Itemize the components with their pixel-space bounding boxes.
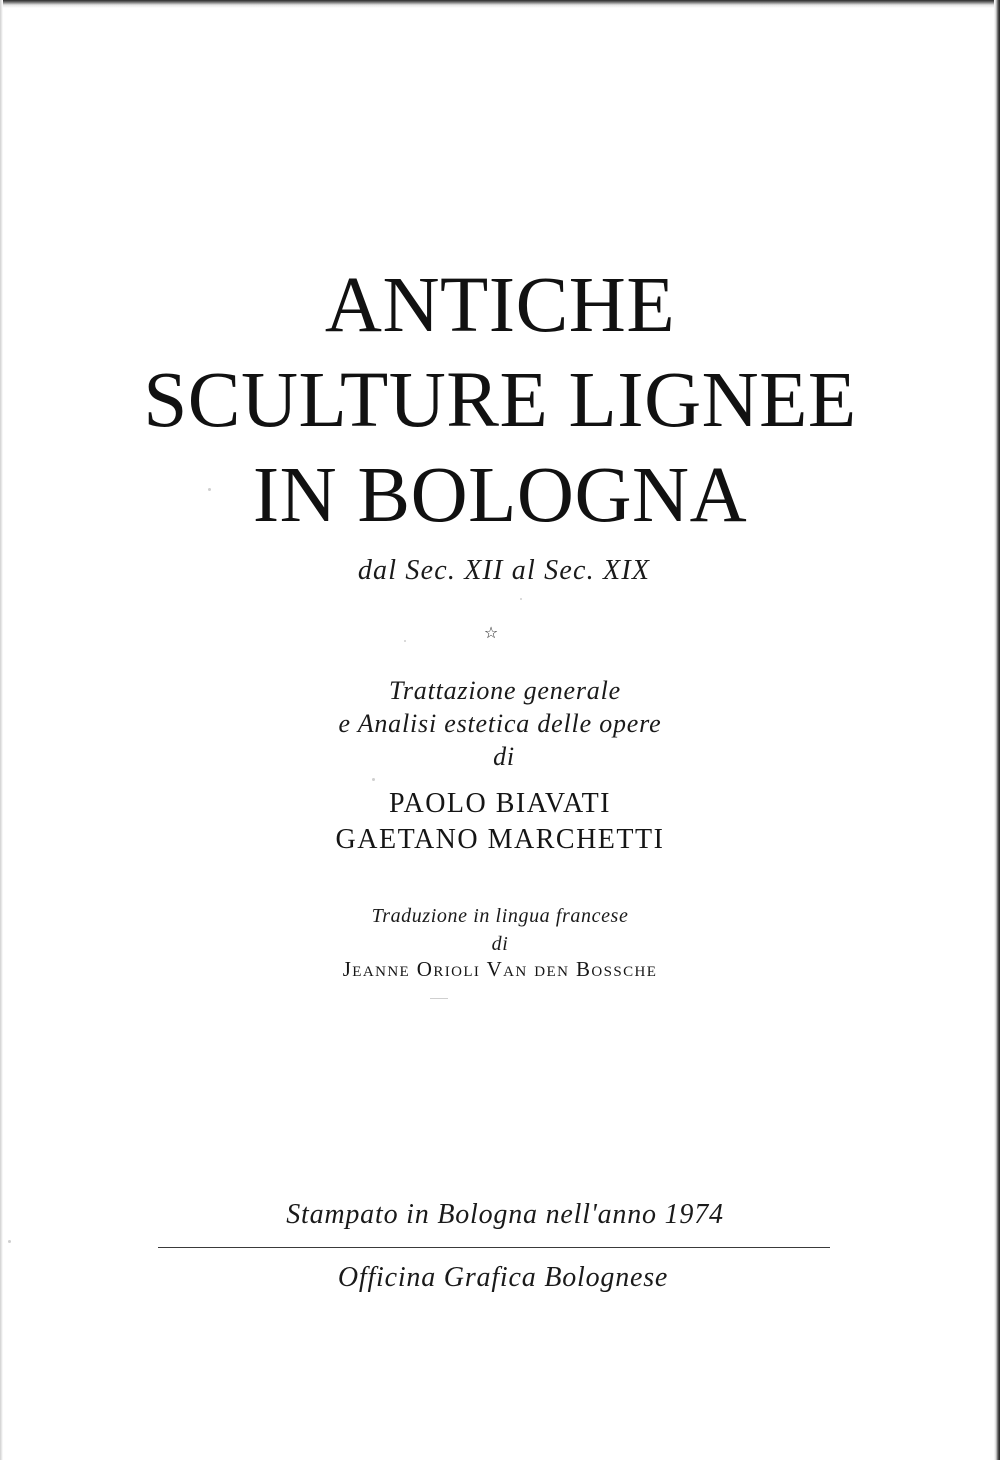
printer-name: Officina Grafica Bolognese (337, 1262, 669, 1293)
translation-line-2: di (491, 933, 509, 955)
paper-speck (372, 778, 375, 781)
treatise-line-1: Trattazione generale (389, 676, 621, 705)
book-title-line-2: SCULTURE LIGNEE (143, 357, 857, 444)
divider-rule (158, 1247, 830, 1248)
subtitle: dal Sec. XII al Sec. XIX (357, 555, 651, 586)
book-title-line-3: IN BOLOGNA (252, 452, 748, 539)
book-title-line-1: ANTICHE (324, 262, 676, 349)
translator-name: Jeanne Orioli Van den Bossche (342, 957, 658, 981)
author-name-1: PAOLO BIAVATI (388, 788, 612, 819)
star-ornament-icon: ☆ (483, 623, 499, 642)
paper-speck (404, 640, 406, 642)
paper-speck (520, 598, 522, 600)
treatise-line-2: e Analisi estetica delle opere (338, 709, 662, 738)
translation-line-1: Traduzione in lingua francese (371, 905, 629, 927)
paper-speck (430, 998, 448, 999)
author-name-2: GAETANO MARCHETTI (335, 824, 665, 855)
printing-note: Stampato in Bologna nell'anno 1974 (286, 1199, 724, 1230)
treatise-line-3: di (493, 742, 515, 771)
paper-speck (8, 1240, 11, 1243)
page-edge-top (0, 0, 1000, 8)
